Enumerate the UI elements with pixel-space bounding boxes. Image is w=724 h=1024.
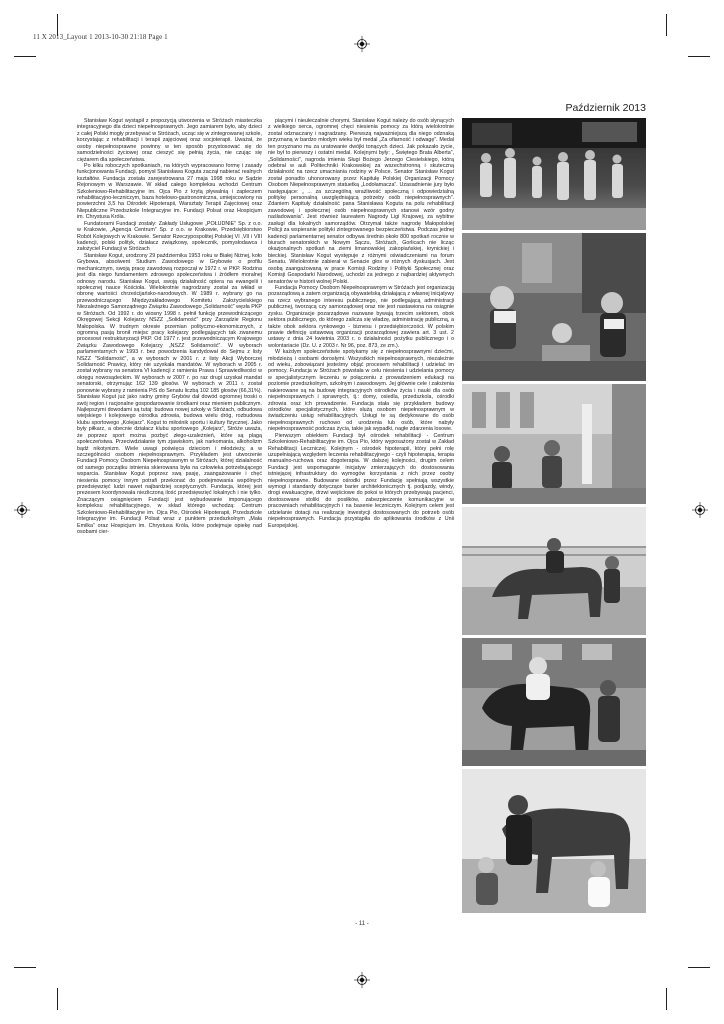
paragraph: Stanisław Kogut, urodzony 29 października 1953 roku w Białej Niżnej, koło Grybowa, absolwent Studium Zawodowego w Grybowie o profilu mechanicznym, swoją pracę zawodową rozpoczął w 1972 r. w PKP. Rodzina jest dla niego fundamentem zdrowego społeczeństwa i źródłem moralnej odnowy narodu. Stanisław Kogut, swoją działalność opiera na ewangelii i społecznej nauce Kościoła. Wielokrotnie nagrodzany został za wkład w obronę wartości chrześcijańsko-narodowych. W 1989 r. wybrany go na przewodniczącego Międzyzakładowego Komitetu Założycielskiego Niezależnego Samorządnego Związku Zawodowego „Solidarność” węzła PKP w Stróżach. Od 1992 r. do wiosny 1998 r. pełnił funkcję przewodniczącego Okręgowej Sekcji Kolejarzy NSZZ „Solidarność” przy Zarządzie Regionu Małopolska. W trudnym okresie przemian polityczno-ekonomicznych, z ogromną pasją bronił miejsc pracy kolejarzy podlegających tak zwanemu procesowi restrukturyzacji PKP. Od 1977 r. jest przewodniczącym Krajowego Związku Zawodowego Kolejarzy „NSZZ Solidarność”. W wyborach parlamentarnych w 1993 r. bez powodzenia kandydował do Sejmu z listy NSZZ "Solidarność", a w wyborach w 2001 r. z listy Akcji Wyborczej Solidarność Prawicy, który nie uzyskała mandatów. W wyborach w 2005 r. został wybrany na senatora VI kadencji z ramienia Prawa i Sprawiedliwości w okręgu nowosądeckim. W wyborach w 2007 r. po raz drugi uzyskał mandat senatorski, otrzymując 162 139 głosów. W wyborach w 2011 r. został ponownie wybrany z ramienia PiS do Senatu liczbą 102 185 głosów (66,31%). Stanisław Kogut już jako radny gminy Grybów dał dowód ogromnej troski o swój region i racjonalne gospodarowanie środkami oraz mieniem publicznym. Najlepszymi dowodami są tutaj: budowa nowej szkoły w Stróżach, odbudowa wiejskiego i kolejowego ośrodka zdrowia, budowa wielu dróg, rozbudowa klubu sportowego „Kolejarz”. Kogut to miłośnik sportu i kultury fizycznej. Jako były piłkarz, a obecnie działacz klubu sportowego „Kolejarz”, Stróże uważa, że poprzez sport można pozbyć złego-uzależnień, które są plagą społeczeństwa. Przeciwdziałanie tym zjawiskom, jak narkomania, alkoholizm bądź nikotynizm. Wiele uwagi poświęca dzieciom i młodzieży, a w szczególności osobom niepełnosprawnym. Przykładem jest utworzenie Fundacji Pomocy Osobom Niepełnosprawnym w Stróżach, której działalność od samego początku istnienia skierowana była na człowieka potrzebującego wsparcia. Stanisław Kogut poprzez swą pasję, zaangażowanie i chęć niesienia pomocy innym potrafi przekonać do podejmowania wspólnych przedsięwzięć ludzi nawet najbardziej sceptycznych. Fundacja, której jest prezesem koordynowała niezliczoną ilość przedsięwzięć lokalnych i nie tylko. Znaczącym osiągnięciem Fundacji jest wybudowanie imponującego kompleksu rehabilitacyjnego, w skład którego wchodzą: Centrum Szkoleniowo-Rehabilitacyjne im. Ojca Pio, Ośrodek Hipoterapii, Przedszkole Integracyjne im. Fundacji Polsat wraz z punktem przedszkolnym „Mała Emilka” oraz Hospicjum im. Chrystusa Króla, które podejmuje opiekę nad osobami cier- [77,252,262,535]
horse-rider-photo-icon [462,638,646,766]
paragraph: piącymi i nieuleczalnie chorymi. Stanisław Kogut należy do osób słynących z wielkiego serca, ogromnej chęci niesienia pomocy za którą wielokrotnie został odznaczany i nagradzany. Pierwszą najważniejszą dla niego odznaką przyznaną w bardzo młodym wieku był medal „Za ofiarność i odwagę”. Medal ten przyznano mu za uratowanie dwójki tonących dzieci. Jak pokazało życie, nie był to pierwszy i ostatni medal. Kolejnymi były: „ Świętego Brata Alberta”, „Solidarności”, nagroda imienia Sługi Bożego Jerzego Ciesielskiego, którą odebrał w auli Politechniki Krakowskiej za wszechstronną i skuteczną działalność na rzecz umacniania rodziny w Polsce. Senator Stanisław Kogut został ponadto uhonorowany przez Kapitułę Polskiej Organizacji Pomocy Osobom Niepełnosprawnym statuetką „Lodołamacza”. Uzasadnienie jury było następujące: „ ... za szczególną wrażliwość społeczną i odpowiedzialną politykę personalną uwzględniającą potrzeby osób niepełnosprawnych”. Zdaniem Kapituły działalność pana Stanisława Koguta na polu rehabilitacji zawodowej i społecznej osób niepełnosprawnych stanowi wzór godny naśladowania”. Jest również laureatem Nagrody Ligi Krajowej, za wybitne zasługi dla lokalnych samorządów. Otrzymał także nagrodę Małopolskiej Policji za wspieranie polityki zintegrowanego bezpieczeństwa. Podczas jednej kadencji parlamentarnej senator odbywa średnio około 800 spotkań rocznie w biurach senatorskich w Nowym Sączu, Stróżach, Gorlicach nie licząc okazjonalnych spotkań na ziemi limanowskiej zakopiańskiej, krynickiej i bieckiej. Stanisław Kogut występuje z różnymi oświadczeniami na forum Senatu. Wielokrotnie zabierał w Senacie głos w różnych dyskusjach. Jest osobą zaangażowaną w prace Komisji Rodziny i Polityki Społecznej oraz Komisji Gospodarki Narodowej, uchodzi za jednego z najbardziej aktywnych senatorów w historii wolnej Polski. [268,118,454,285]
paragraph: Fundacja Pomocy Osobom Niepełnosprawnym w Stróżach jest organizacją pozarządową a zatem organizacją obywatelską działającą z własnej inicjatywy na rzecz wybranego interesu publicznego, nie podlegającą administracji publicznej, tworzącą czy samorządowej oraz nie jest nastawiona na osiągnie zysku. Organizacje pozarządowe nazwane bywają trzecim sektorem, obok sektora publicznego, do którego zalicza się władzę, administrację publiczną, a także obok sektora rynkowego - biznesu i przedsiębiorczości. W polskim prawie definicję ustawową organizacji pozarządowej zawiera art. 3 ust. 2 ustawy z dnia 24 kwietnia 2003 r. o działalności pożytku publicznego i o wolontariacie (Dz. U. z 2003 r. Nr 96, poz. 873, ze zm.). [268,284,454,349]
print-slug: 11 X 2013_Layout 1 2013-10-30 21:18 Page 1 [33,33,168,41]
page-date: Październik 2013 [565,102,646,114]
registration-mark-icon [14,502,30,518]
paragraph: W każdym społeczeństwie spotykamy się z niepełnosprawnymi dziećmi, młodzieżą i osobami dorosłymi. Wszystkich niepełnosprawnych, niezależnie od wieku, zobowiązani jesteśmy objąć procesem rehabilitacji i udzielać im pomocy. Fundacja w Stróżach powstała w celu niesienia i udzielania pomocy w specjalistycznym leczeniu w połączeniu z prowadzeniem edukacji na poziomie przedszkolnym, szkolnym i zawodowym. Jej głównie cele i założenia nakierowane są na budowę integracyjnych ośrodków życia i nauki dla osób niepełnosprawnych i sprawnych, tj.: domy, osiedla, przedszkola, ośrodki zdrowia oraz ich prowadzenie. Fundacja stała się przykładem budowy ośrodków specjalistycznych, które służą osobom niepełnosprawnym w świadczeniu usług rehabilitacyjnych. Usługi te są dedykowane do osób niepełnosprawnych ruchowo od urodzenia lub osób, które nabyły niepełnosprawność podczas życia, takie jak wypadki, nagłe zdarzenia losowe. [268,349,454,433]
article-column-1 [77,118,262,535]
registration-mark-icon [354,972,370,988]
photo-children-therapy-room [462,233,646,381]
article-column-2 [268,118,454,529]
registration-mark-icon [692,502,708,518]
photo-hippotherapy-arena [462,507,646,635]
page-number: - 11 - [355,921,369,927]
horse-arena-photo-icon [462,507,646,635]
registration-mark-icon [354,36,370,52]
photo-children-performance [462,118,646,230]
paragraph: Pierwszym obiektem Fundacji był ośrodek rehabilitacji - Centrum Szkoleniowo-Rehabilitacyjne im. Ojca Pio, który wyposażony został w Zakład Rehabilitacji Leczniczej. Kolejnym - ośrodek hipoterapii, który pełni rolę uzupełniającą względem leczenia rehabilitacyjnego - czyli hipoterapia, terapia manualno-ruchowa oraz dogoterapia. W dalszej kolejności, drugim celem Fundacji jest wspomaganie inicjatyw zmierzających do dostosowania istniejącej infrastruktury do wymogów korzystania z nich przez osoby niepełnosprawne. Budowane ośrodki przez Fundację spełniają wszystkie wymogi i standardy dotyczące barier architektonicznych tj. podjazdy, windy, drogi ewakuacyjne, drzwi wejściowe do pokoi w których przebywają pacjenci, dostosowane stoliki do posiłków, zabezpieczenie komunikacyjne w pracowniach rehabilitacyjnych i na basenie leczniczym. Kolejnym celem jest udzielanie dotacji na realizację inwestycji dostosowanych do potrzeb osób niepełnosprawnych. Fundacja przystąpiła do aplikowania środków z Unii Europejskiej. [268,432,454,529]
children-therapy-photo-icon [462,233,646,381]
photo-child-on-horse [462,638,646,766]
gym-hall-photo-icon [462,384,646,504]
children-dancing-photo-icon [462,118,646,230]
photo-man-with-horse [462,769,646,913]
photo-column [462,118,646,916]
paragraph: Fundatorami Fundacji zostały: Zakłady Usługowe „POŁUDNIE” Sp. z o.o. w Krakowie, „Agencja Centrum” Sp. z o.o. w Krakowie, Przedsiębiorstwo Robót Kolejowych w Krakowie. Senator Rzeczypospolitej Polskiej VI ,VII i VIII kadencji, polski polityk, działacz związkowy, społecznik, pomysłodawca i założyciel Fundacji w Stróżach [77,220,262,253]
paragraph: Po kilku roboczych spotkaniach, na których wypracowano formę i zasady funkcjonowania Fundacji, pomysł Stanisława Koguta zaczął nabierać realnych kształtów. Fundacja została zarejestrowana 27 maja 1998 roku w Sądzie Rejonowym w Warszawie. W skład całego kompleksu wchodzi Centrum Szkoleniowo-Rehabilitacyjne im. Ojca Pio z krytą pływalnią i zapleczem rehabilitacyjno-leczniczym, baza hotelowo-gastronomiczna, umiejscowiony na powierzchni 3,5 ha Ośrodek Hipoterapii, Warsztaty Terapii Zajęciowej oraz Niepubliczne Przedszkole Integracyjne im. Fundacji Polsat oraz Hospicjum im. Chrystusa Króla. [77,162,262,221]
paragraph: Stanisław Kogut wystąpił z propozycją utworzenia w Stróżach miasteczka integracyjnego dla dzieci niepełnosprawnych. Jego zamiarem było, aby dzieci z całej Polski mogły przebywać w Stróżach, ucząc się w zintegrowanej szkole, korzystając z rehabilitacji i terapii zajęciowej oraz socjoterapii. Uważał, że osoby niepełnosprawne powinny w ten sposób przystosować się do samodzielności życiowej oraz cieszyć się pełnią życia, nie czując się ciężarem dla społeczeństwa. [77,118,262,163]
photo-children-gym-hall [462,384,646,504]
man-horse-photo-icon [462,769,646,913]
